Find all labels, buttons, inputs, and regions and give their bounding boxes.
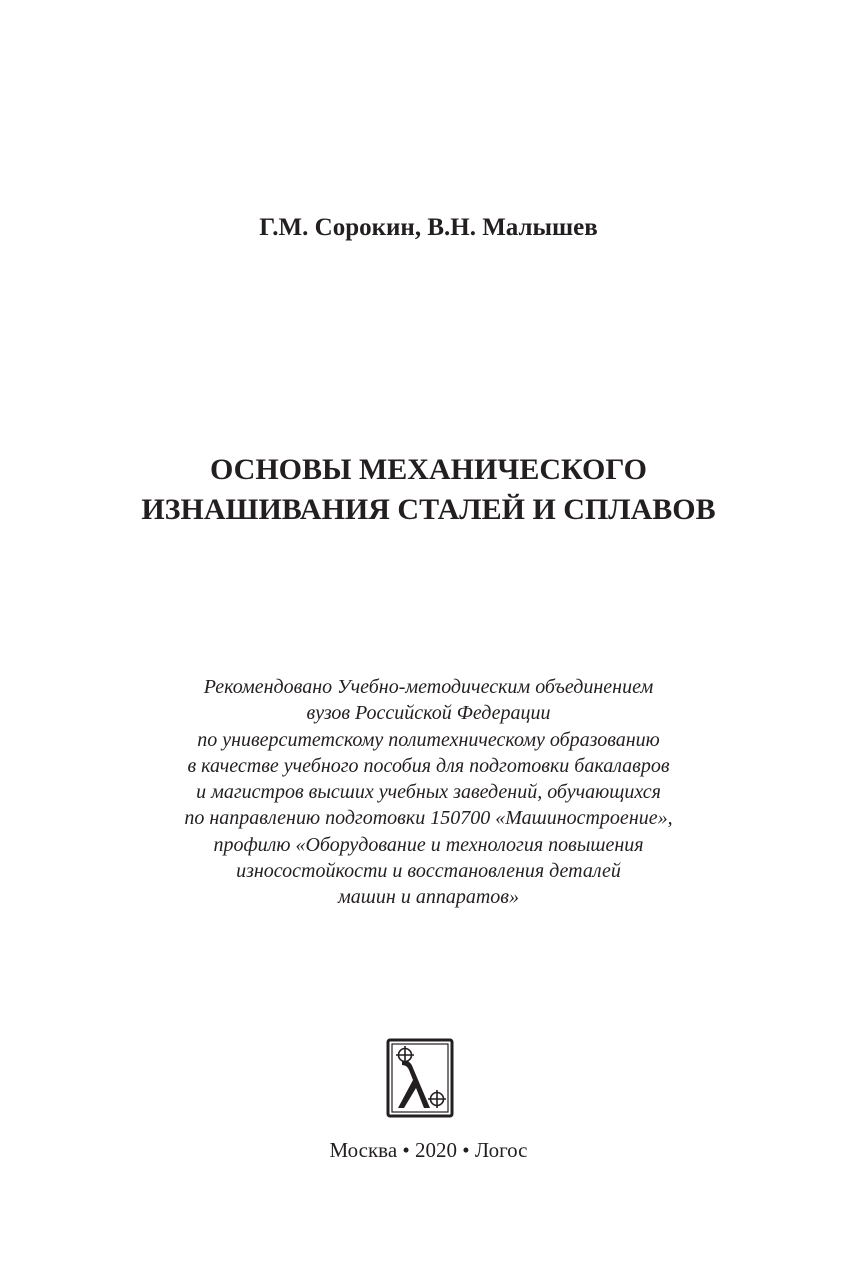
recommendation-line: профилю «Оборудование и технология повышения bbox=[213, 833, 644, 856]
recommendation-line: вузов Российской Федерации bbox=[306, 702, 551, 725]
book-title-line-2: ИЗНАШИВАНИЯ СТАЛЕЙ И СПЛАВОВ bbox=[141, 493, 716, 526]
recommendation-line: Рекомендовано Учебно-методическим объединением bbox=[203, 676, 654, 698]
imprint-city-year-publisher: Москва • 2020 • Логос bbox=[329, 1138, 528, 1162]
recommendation-line: по университетскому политехническому образованию bbox=[197, 728, 660, 751]
recommendation-line: машин и аппаратов» bbox=[338, 886, 519, 909]
recommendation-line: в качестве учебного пособия для подготовки бакалавров bbox=[187, 754, 670, 777]
book-title-line-1: ОСНОВЫ МЕХАНИЧЕСКОГО bbox=[209, 453, 648, 486]
recommendation-text bbox=[0, 674, 857, 911]
lambda-publisher-logo-icon bbox=[386, 1038, 454, 1118]
recommendation-line: износостойкости и восстановления деталей bbox=[236, 860, 621, 883]
recommendation-line: и магистров высших учебных заведений, обучающихся bbox=[196, 781, 661, 804]
recommendation-line: по направлению подготовки 150700 «Машиностроение», bbox=[184, 807, 673, 830]
book-title bbox=[0, 450, 857, 530]
book-authors: Г.М. Сорокин, В.Н. Малышев bbox=[259, 214, 598, 241]
